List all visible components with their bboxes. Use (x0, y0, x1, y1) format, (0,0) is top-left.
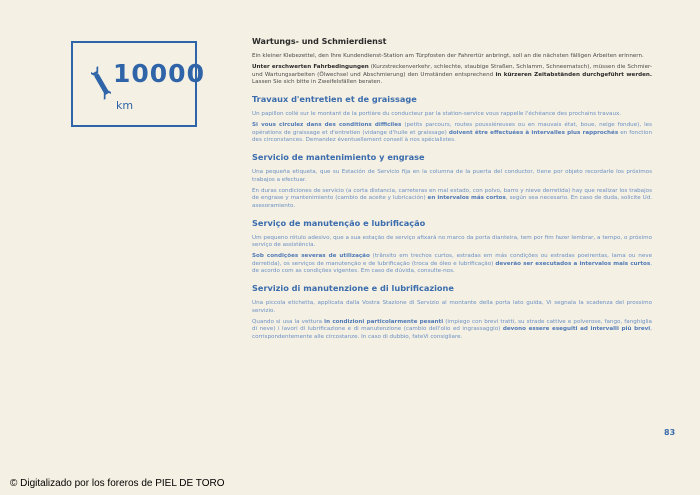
scan-credit: © Digitalizado por los foreros de PIEL DE TORO (10, 478, 225, 489)
text-run: , según sea necesario. En caso de duda, solicite Ud. asesoramiento. (252, 195, 653, 209)
heading-french: Travaux d'entretien et de graissage (252, 94, 417, 105)
section-portuguese (252, 218, 652, 275)
heading-italian: Servizio di manutenzione e di lubrificazione (252, 283, 454, 294)
wrench-icon (91, 65, 111, 101)
section-french (252, 94, 652, 144)
section-italian (252, 283, 652, 340)
bold-text: deverão ser executados a intervalos mais curtos (495, 260, 651, 267)
paragraph-portuguese-1: Um pequeno rótulo adesivo, que a sua estação de serviço afixará no marco da porta dianteira, tem por fim fazer lembrar, a tempo, o próximo serviço de assistência. (252, 234, 652, 249)
page-number: 83 (664, 428, 676, 437)
paragraph-german-2 (252, 64, 652, 86)
section-german (252, 37, 652, 86)
paragraph-german-1: Ein kleiner Klebezettel, den Ihre Kundendienst-Station am Türpfosten der Fahrertür anbringt, soll an die nächsten fälligen Arbeiten erinnern. (252, 53, 644, 59)
bold-text: Si vous circulez dans des conditions difficiles (252, 122, 402, 129)
text-run: En duras condiciones de servicio (a corta distancia, carreteras en mal estado, con polvo, barro y nieve derretida) hay que realizar los trabajos de engrase y mantenimiento (cambio de aceite y lubricación) (252, 187, 652, 202)
text-run: en fonction des circonstances. Demandez éventuellement conseil à nos spécialistes. (252, 129, 653, 144)
bold-text: in condizioni particolarmente pesanti (324, 318, 444, 325)
bold-text: en intervalos más cortos (427, 195, 506, 202)
heading-portuguese: Serviço de manutenção e lubrificação (252, 217, 426, 228)
bold-text: doivent être effectuées à intervalles plus rapprochés (448, 129, 619, 136)
heading-german: Wartungs- und Schmierdienst (252, 37, 387, 46)
paragraph-french-2 (252, 122, 652, 144)
text-run: (petits parcours, routes poussiéreuses ou en mauvais état, boue, neige fondue), les opérations de graissage et d'entretien (vidange d'huile et graissage) (252, 122, 652, 136)
bold-text: devono essere eseguiti ad intervalli più brevi (502, 326, 651, 333)
text-run: Lassen Sie sich bitte in Zweifelsfällen beraten. (252, 78, 383, 85)
paragraph-spanish-1: Una pequeña etiqueta, que su Estación de Servicio fija en la columna de la puerta del conductor, tiene por objeto recordarle los próximos trabajos a efectuar. (252, 169, 652, 183)
section-spanish (252, 152, 652, 209)
bold-text: in kürzeren Zeitabständen durchgeführt werden. (495, 71, 652, 78)
bold-text: Sob condições severas de utilização (252, 253, 370, 260)
paragraph-italian-1: Una piccola etichetta, applicata dalla Vostra Stazione di Servizio al montante della porta lato guida, Vi segnala la scadenza del prossimo servizio. (252, 300, 652, 314)
paragraph-french-1: Un papillon collé sur le montant de la portière du conducteur par la station-service vous rappelle l'échéance des prochains travaux. (252, 111, 622, 118)
text-run: Quando si usa la vettura (252, 318, 325, 325)
text-run: (impiego con brevi tratti, su strade cattive e polverose, fango, fanghiglia di neve) i lavori di lubrificazione e di manutenzione (cambio dell'olio ed ingrassaggio) (252, 318, 652, 333)
text-run: (Kurzstreckenverkehr, schlechte, staubige Straßen, Schlamm, Schneematsch), müssen die Schmier- und Wartungsarbeiten (Ölwechsel und Abschmierung) den Umständen entsprechend (252, 64, 652, 78)
text-run: (trânsito em trechos curtos, estradas em más condições ou estradas poeirentas, lama ou neve derretida), os serviços de manutenção e de lubrificação (troca de óleo e lubrificação) (252, 253, 653, 267)
interval-unit: km (116, 99, 134, 112)
paragraph-spanish-2 (252, 188, 652, 210)
interval-value: 10000 (113, 59, 205, 88)
heading-spanish: Servicio de mantenimiento y engrase (252, 152, 425, 163)
paragraph-portuguese-2 (252, 253, 652, 275)
bold-text: Unter erschwerten Fahrbedingungen (252, 64, 369, 71)
service-text (252, 37, 652, 347)
paragraph-italian-2 (252, 319, 652, 341)
text-run: , corrispondentemente alle circostanze. In caso di dubbio, fateVi consigliare. (252, 326, 652, 340)
service-interval-badge (71, 41, 205, 127)
text-run: , de acordo com as condições vigentes. Em caso de dúvida, consulte-nos. (252, 260, 653, 275)
